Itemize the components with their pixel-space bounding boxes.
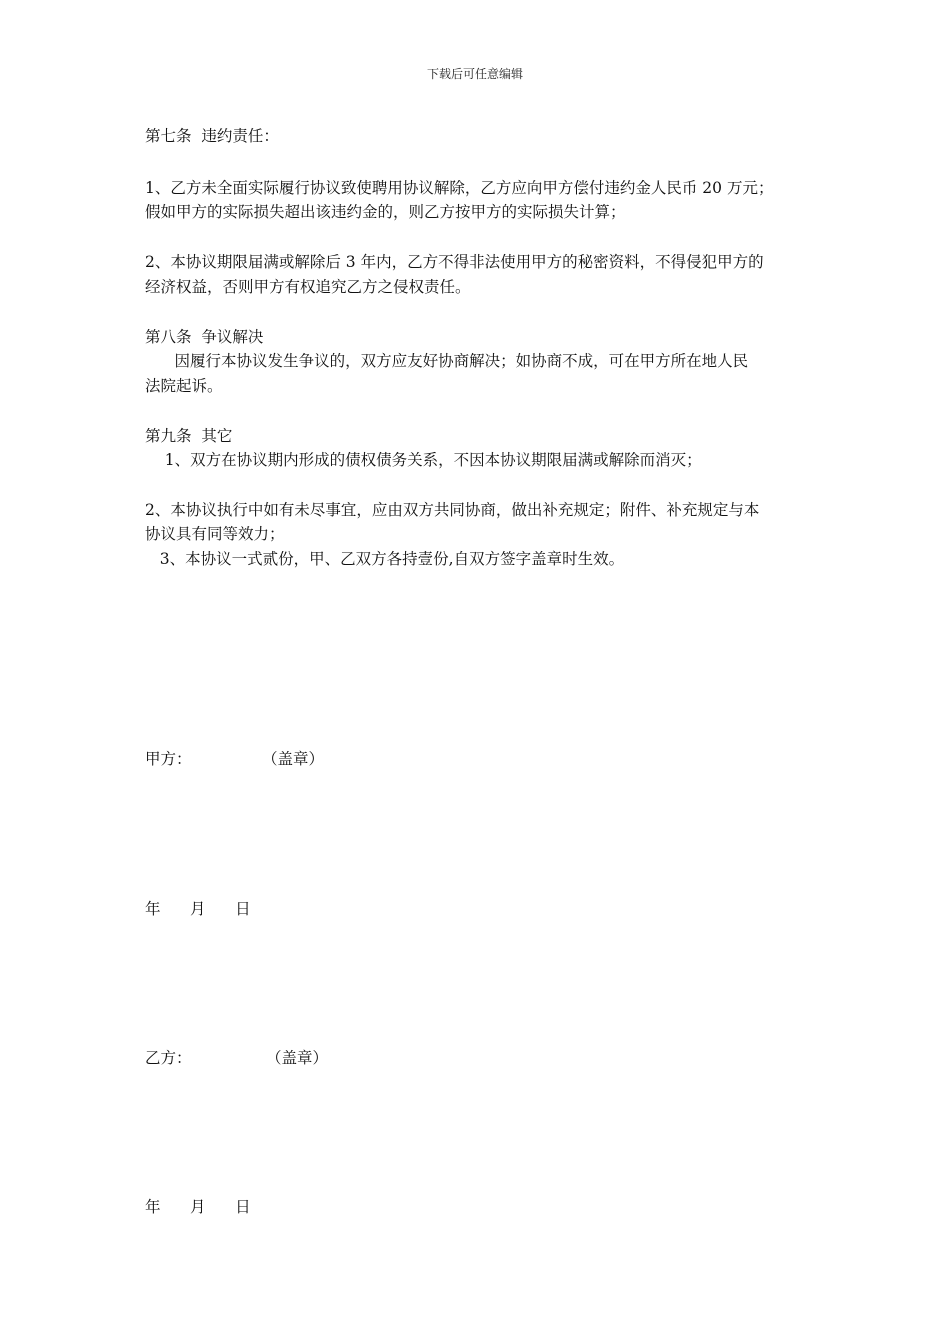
article-7-item-1-line-2: 假如甲方的实际损失超出该违约金的，则乙方按甲方的实际损失计算； (145, 203, 626, 221)
party-b-label: 乙方： (145, 1049, 192, 1067)
party-a-date: 年 月 日 (145, 900, 251, 918)
article-8-body-line-1: 因履行本协议发生争议的，双方应友好协商解决；如协商不成，可在甲方所在地人民 (145, 352, 749, 370)
article-7-title: 第七条 违约责任： (145, 127, 279, 145)
party-a-seal: （盖章） (262, 750, 325, 768)
party-b-seal: （盖章） (266, 1049, 329, 1067)
party-a-label: 甲方： (145, 750, 192, 768)
article-7-item-1-line-1: 1、乙方未全面实际履行协议致使聘用协议解除，乙方应向甲方偿付违约金人民币 20 万元； (145, 179, 774, 197)
article-9-item-3: 3、本协议一式贰份，甲、乙双方各持壹份,自双方签字盖章时生效。 (145, 550, 625, 568)
article-9-item-2-line-1: 2、本协议执行中如有未尽事宜，应由双方共同协商，做出补充规定；附件、补充规定与本 (145, 501, 760, 519)
article-7-item-2-line-1: 2、本协议期限届满或解除后 3 年内，乙方不得非法使用甲方的秘密资料，不得侵犯甲方的 (145, 253, 764, 271)
party-b-date: 年 月 日 (145, 1198, 251, 1216)
article-8-title: 第八条 争议解决 (145, 328, 264, 346)
article-9-title: 第九条 其它 (145, 427, 233, 445)
article-8-body-line-2: 法院起诉。 (145, 377, 223, 395)
article-9-item-1: 1、双方在协议期内形成的债权债务关系，不因本协议期限届满或解除而消灭； (145, 451, 702, 469)
article-7-item-2-line-2: 经济权益，否则甲方有权追究乙方之侵权责任。 (145, 278, 471, 296)
page-header: 下载后可任意编辑 (426, 67, 523, 81)
article-9-item-2-line-2: 协议具有同等效力； (145, 525, 285, 543)
